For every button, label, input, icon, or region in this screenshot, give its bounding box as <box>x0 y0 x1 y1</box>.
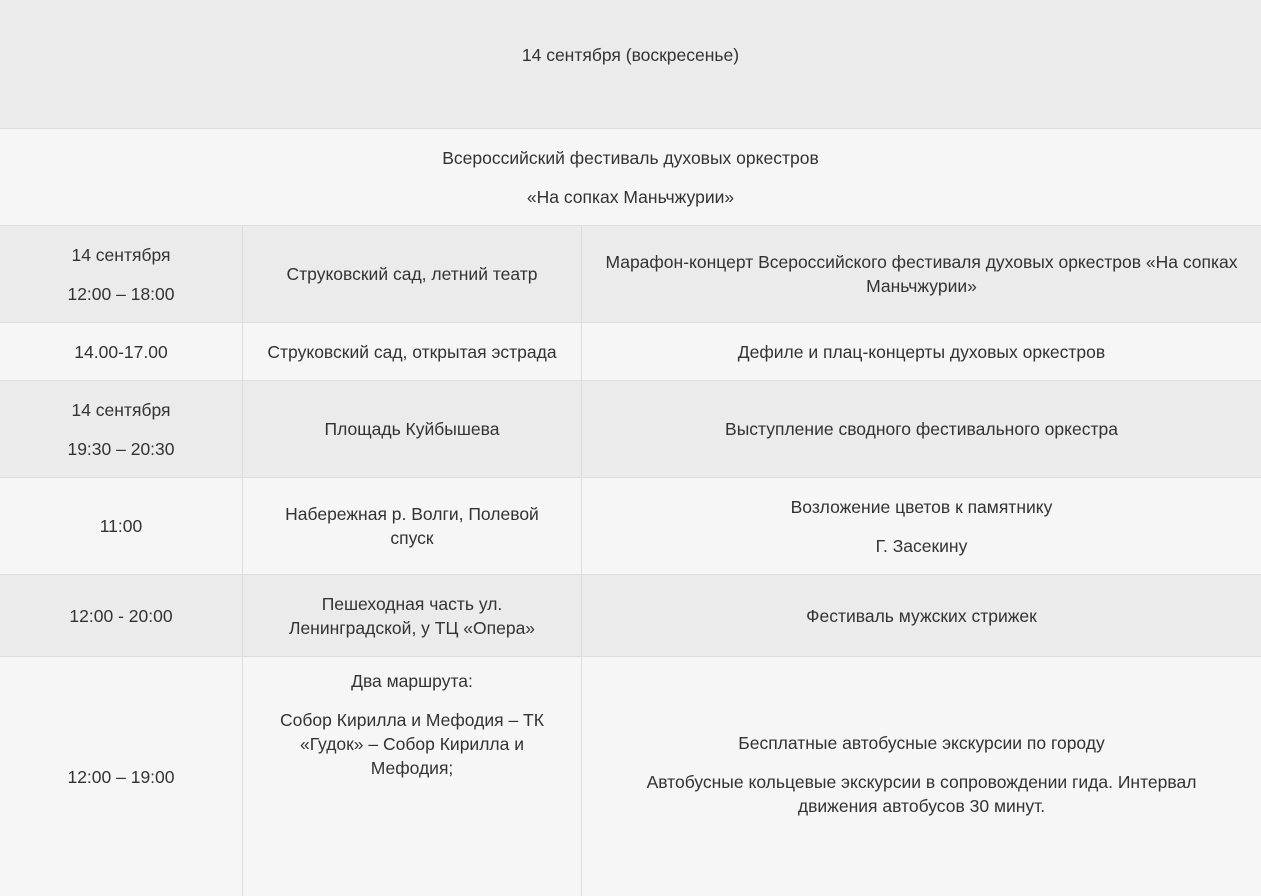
table-row <box>0 574 1261 656</box>
place-text: Площадь Куйбышева <box>324 419 500 439</box>
table-row <box>0 656 1261 896</box>
time-cell <box>0 657 242 896</box>
place-text: Струковский сад, летний театр <box>286 264 538 284</box>
place-text: Пешеходная часть ул. Ленинградской, у ТЦ «Опера» <box>288 593 536 638</box>
time-text: 14 сентября <box>71 399 171 420</box>
place-text: Собор Кирилла и Мефодия – ТК «Гудок» – Собор Кирилла и Мефодия; <box>280 710 544 778</box>
event-cell <box>581 226 1261 322</box>
table-row <box>0 477 1261 574</box>
time-text: 12:00 – 18:00 <box>67 283 175 304</box>
time-text: 12:00 – 19:00 <box>67 766 175 787</box>
table-row <box>0 380 1261 477</box>
event-cell <box>581 478 1261 574</box>
time-text: 14.00-17.00 <box>74 341 168 362</box>
event-text: Марафон-концерт Всероссийского фестиваля духовых оркестров «На сопках Маньчжурии» <box>605 252 1238 296</box>
event-cell <box>581 657 1261 896</box>
event-text: Г. Засекину <box>875 535 968 556</box>
place-cell <box>242 657 581 896</box>
time-cell <box>0 381 242 477</box>
event-cell <box>581 323 1261 380</box>
place-text: Два маршрута: <box>351 671 473 691</box>
place-cell <box>242 226 581 322</box>
time-cell <box>0 323 242 380</box>
festival-title-line1: Всероссийский фестиваль духовых оркестров <box>442 147 819 168</box>
festival-title-row <box>0 128 1261 225</box>
event-text: Возложение цветов к памятнику <box>790 496 1053 517</box>
place-cell <box>242 478 581 574</box>
time-text: 12:00 - 20:00 <box>69 605 173 626</box>
place-cell <box>242 323 581 380</box>
event-text: Автобусные кольцевые экскурсии в сопровождении гида. Интервал движения автобусов 30 минут. <box>646 772 1197 816</box>
place-cell <box>242 575 581 656</box>
table-row <box>0 225 1261 322</box>
festival-title-line2: «На сопках Маньчжурии» <box>526 186 735 207</box>
event-cell <box>581 575 1261 656</box>
event-text: Фестиваль мужских стрижек <box>806 605 1037 626</box>
event-text: Выступление сводного фестивального оркестра <box>725 419 1118 439</box>
date-header: 14 сентября (воскресенье) <box>521 45 740 65</box>
festival-title-cell <box>0 129 1261 225</box>
event-cell <box>581 381 1261 477</box>
time-text: 14 сентября <box>71 244 171 265</box>
time-cell <box>0 575 242 656</box>
place-text: Струковский сад, открытая эстрада <box>267 341 557 362</box>
place-text: Набережная р. Волги, Полевой спуск <box>285 504 539 548</box>
time-text: 19:30 – 20:30 <box>67 438 175 459</box>
time-text: 11:00 <box>99 516 143 536</box>
event-text: Бесплатные автобусные экскурсии по городу <box>738 733 1105 753</box>
event-text: Дефиле и плац-концерты духовых оркестров <box>737 341 1106 362</box>
place-cell <box>242 381 581 477</box>
table-row <box>0 322 1261 380</box>
time-cell <box>0 478 242 574</box>
date-header-cell <box>0 0 1261 128</box>
date-header-row <box>0 0 1261 128</box>
time-cell <box>0 226 242 322</box>
